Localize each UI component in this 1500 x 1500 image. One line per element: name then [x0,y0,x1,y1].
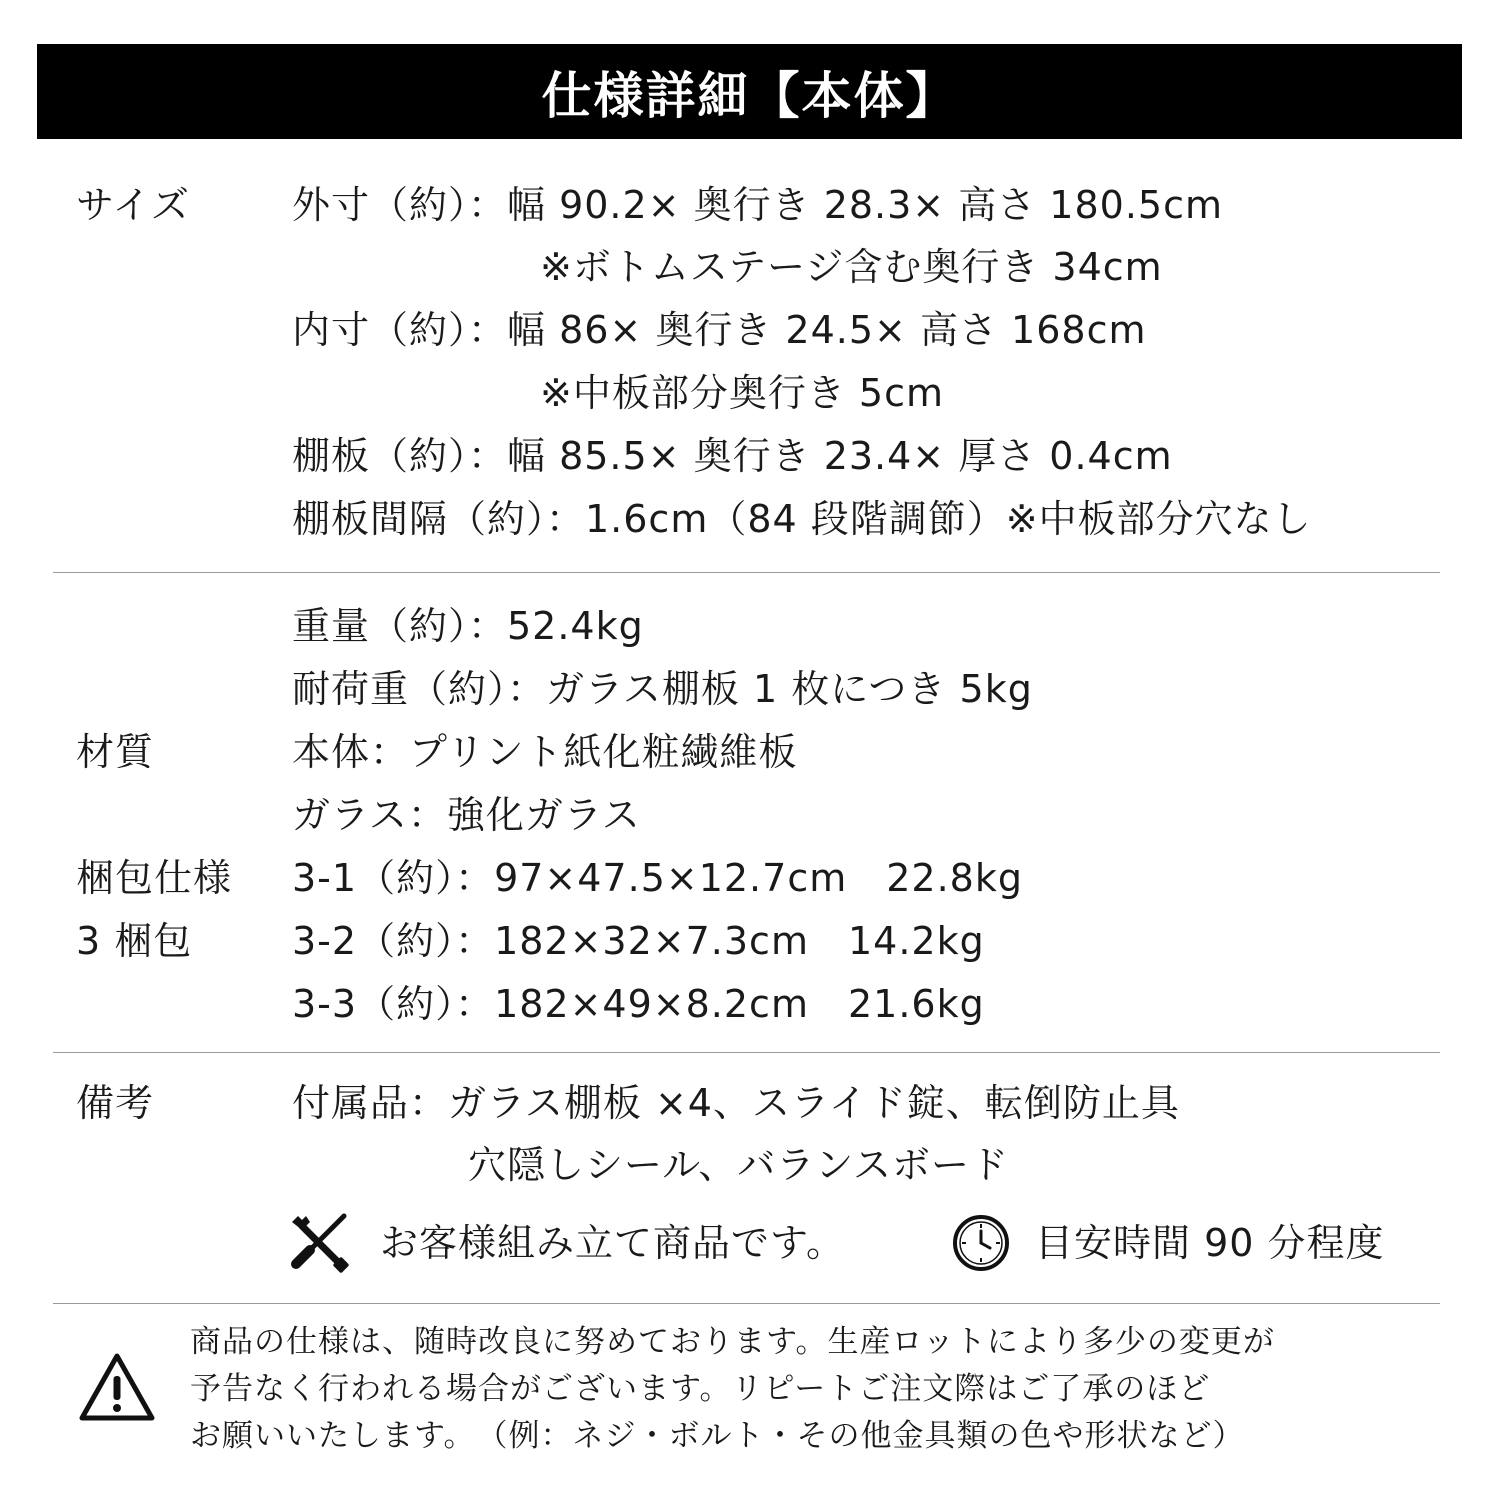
package-3: 3-3（約）：182×49×8.2cm 21.6kg [292,982,985,1026]
package-1: 3-1（約）：97×47.5×12.7cm 22.8kg [292,856,1023,900]
remarks-label: 備考 [76,1081,155,1125]
page-title: 仕様詳細【本体】 [37,44,1462,139]
accessories-cont: 穴隠しシール、バランスボード [468,1143,1010,1187]
packaging-count: 3 梱包 [76,919,193,963]
material-body: 本体：プリント紙化粧繊維板 [292,730,798,774]
section-divider [53,1303,1440,1304]
outer-size-note: ※ボトムステージ含む奥行き 34cm [540,245,1163,289]
inner-size-note: ※中板部分奥行き 5cm [540,371,945,415]
inner-size: 内寸（約）：幅 86× 奥行き 24.5× 高さ 168cm [292,308,1147,352]
notice-line: 予告なく行われる場合がございます。リピートご注文際はご了承のほど [190,1371,1211,1407]
material-glass: ガラス：強化ガラス [292,793,641,837]
shelf-size: 棚板（約）：幅 85.5× 奥行き 23.4× 厚さ 0.4cm [292,434,1173,478]
wrench-screwdriver-icon [288,1212,350,1274]
notice-line: 商品の仕様は、随時改良に努めております。生産ロットにより多少の変更が [190,1324,1275,1360]
material-label: 材質 [76,730,155,774]
packaging-label: 梱包仕様 [76,856,233,900]
time-text: 目安時間 90 分程度 [1035,1221,1385,1265]
section-divider [53,1052,1440,1053]
outer-size: 外寸（約）：幅 90.2× 奥行き 28.3× 高さ 180.5cm [292,183,1223,227]
package-2: 3-2（約）：182×32×7.3cm 14.2kg [292,919,985,963]
assembly-text: お客様組み立て商品です。 [380,1221,845,1265]
notice-line: お願いいたします。 （例：ネジ・ボルト・その他金具類の色や形状など） [190,1418,1245,1454]
weight: 重量（約）：52.4kg [292,604,644,648]
load-capacity: 耐荷重（約）：ガラス棚板 1 枚につき 5kg [292,667,1033,711]
clock-icon [952,1214,1010,1272]
warning-triangle-icon [78,1352,156,1422]
section-divider [53,572,1440,573]
accessories: 付属品：ガラス棚板 ×4、スライド錠、転倒防止具 [292,1081,1180,1125]
size-label: サイズ [76,183,190,227]
shelf-interval: 棚板間隔（約）：1.6cm（84 段階調節）※中板部分穴なし [292,497,1312,541]
